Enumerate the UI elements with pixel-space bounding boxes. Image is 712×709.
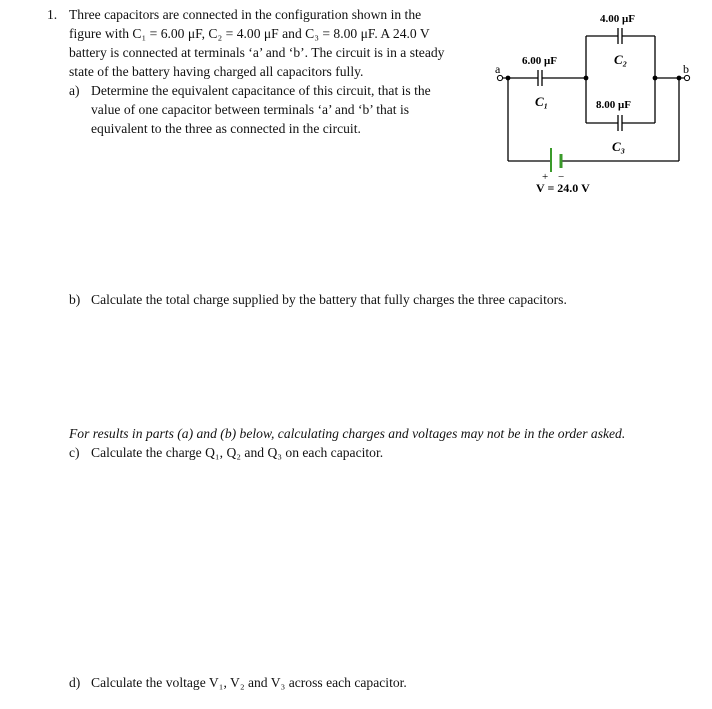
battery-plus: + <box>542 171 549 183</box>
battery <box>551 148 561 172</box>
intro-line-2: figure with C₁ = 6.00 μF, C₂ = 4.00 μF and C₃ = 8.00 μF. A 24.0 V <box>69 26 430 41</box>
intro-line-4: state of the battery having charged all capacitors fully. <box>69 64 364 79</box>
part-c-text: Calculate the charge Q₁, Q₂ and Q₃ on each capacitor. <box>91 445 384 460</box>
c3-name: C₃ <box>612 139 626 154</box>
intro-line-1: Three capacitors are connected in the configuration shown in the <box>69 7 422 22</box>
node-right <box>653 76 658 81</box>
node-left <box>584 76 589 81</box>
part-b-text: Calculate the total charge supplied by the battery that fully charges the three capacitors. <box>91 292 567 307</box>
part-c-label: c) <box>69 445 80 460</box>
battery-label: V = 24.0 V <box>536 181 590 195</box>
part-d-text: Calculate the voltage V₁, V₂ and V₃ across each capacitor. <box>91 675 407 690</box>
part-d-label: d) <box>69 675 81 690</box>
circuit-diagram <box>470 0 700 200</box>
terminal-a-label: a <box>495 62 501 76</box>
part-a-label: a) <box>69 83 80 98</box>
c3-value: 8.00 μF <box>596 99 631 111</box>
c1-value: 6.00 μF <box>522 55 557 67</box>
c2-value: 4.00 μF <box>600 13 635 25</box>
c1-name: C₁ <box>535 94 549 109</box>
part-a-line-3: equivalent to the three as connected in the circuit. <box>91 121 361 136</box>
terminal-b-icon <box>684 75 689 80</box>
part-b-label: b) <box>69 292 81 307</box>
terminal-a-icon <box>497 75 502 80</box>
part-a-line-2: value of one capacitor between terminals ‘a’ and ‘b’ that is <box>91 102 410 117</box>
c2-name: C₂ <box>614 52 628 67</box>
part-a-line-1: Determine the equivalent capacitance of this circuit, that is the <box>91 83 431 98</box>
note-text: For results in parts (a) and (b) below, calculating charges and voltages may not be in the order asked. <box>69 426 626 441</box>
battery-minus: − <box>558 171 565 183</box>
terminal-b-label: b <box>683 62 689 76</box>
note-wrapper <box>69 424 625 444</box>
intro-line-3: battery is connected at terminals ‘a’ and ‘b’. The circuit is in a steady <box>69 45 445 60</box>
question-number: 1. <box>47 7 58 22</box>
